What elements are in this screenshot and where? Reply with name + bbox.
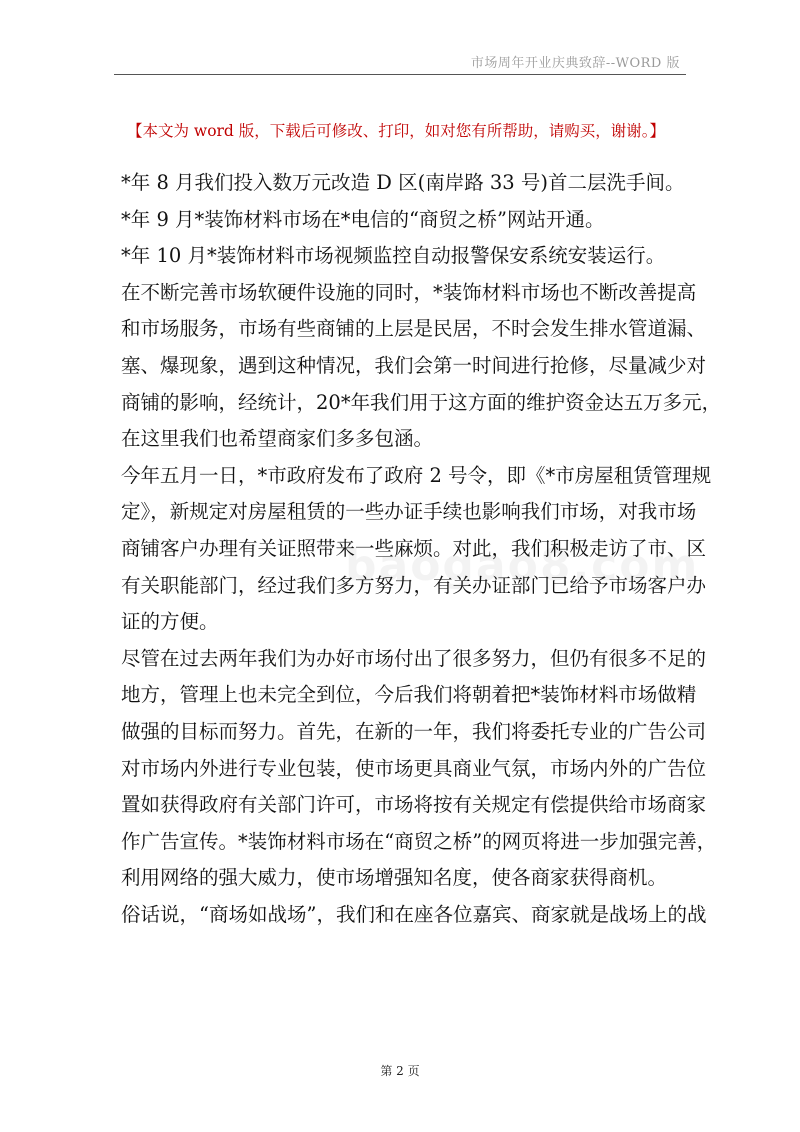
- text-line: 在这里我们也希望商家们多多包涵。: [121, 427, 434, 451]
- header-divider: [114, 74, 686, 75]
- text-line: 商铺客户办理有关证照带来一些麻烦。对此，我们积极走访了市、区: [121, 536, 707, 560]
- text-line: *年 10 月*装饰材料市场视频监控自动报警保安系统安装运行。: [121, 244, 666, 268]
- text-line: 利用网络的强大威力，使市场增强知名度，使各商家获得商机。: [121, 866, 668, 890]
- download-notice: 【本文为 word 版，下载后可修改、打印，如对您有所帮助，请购买，谢谢。】: [127, 122, 666, 140]
- text-line: 俗话说，“商场如战场”，我们和在座各位嘉宾、商家就是战场上的战: [121, 902, 707, 926]
- text-line: 地方，管理上也未完全到位，今后我们将朝着把*装饰材料市场做精: [121, 683, 697, 707]
- text-line: *年 9 月*装饰材料市场在*电信的“商贸之桥”网站开通。: [121, 207, 605, 231]
- text-line: 商铺的影响，经统计，20*年我们用于这方面的维护资金达五万多元，: [121, 390, 722, 414]
- text-line: 和市场服务，市场有些商铺的上层是民居，不时会发生排水管道漏、: [121, 317, 707, 341]
- text-line: 定》，新规定对房屋租赁的一些办证手续也影响我们市场，对我市场: [121, 500, 697, 524]
- document-header-title: 市场周年开业庆典致辞--WORD 版: [470, 56, 680, 71]
- text-line: *年 8 月我们投入数万元改造 D 区(南岸路 33 号)首二层洗手间。: [121, 171, 685, 194]
- text-line: 置如获得政府有关部门许可，市场将按有关规定有偿提供给市场商家: [121, 793, 707, 817]
- document-body: [121, 165, 722, 933]
- text-line: 今年五月一日，*市政府发布了政府 2 号令，即《*市房屋租赁管理规: [121, 463, 712, 487]
- text-line: 作广告宣传。*装饰材料市场在“商贸之桥”的网页将进一步加强完善，: [121, 829, 717, 853]
- text-line: 对市场内外进行专业包装，使市场更具商业气氛，市场内外的广告位: [121, 756, 707, 780]
- text-line: 在不断完善市场软硬件设施的同时，*装饰材料市场也不断改善提高: [121, 280, 697, 304]
- text-line: 塞、爆现象，遇到这种情况，我们会第一时间进行抢修，尽量减少对: [121, 353, 707, 377]
- text-line: 做强的目标而努力。首先，在新的一年，我们将委托专业的广告公司: [121, 719, 707, 743]
- text-line: 有关职能部门，经过我们多方努力，有关办证部门已给予市场客户办: [121, 573, 707, 597]
- text-line: 证的方便。: [121, 610, 219, 634]
- page-number: 第 2 页: [380, 1064, 420, 1078]
- text-line: 尽管在过去两年我们为办好市场付出了很多努力，但仍有很多不足的: [121, 646, 707, 670]
